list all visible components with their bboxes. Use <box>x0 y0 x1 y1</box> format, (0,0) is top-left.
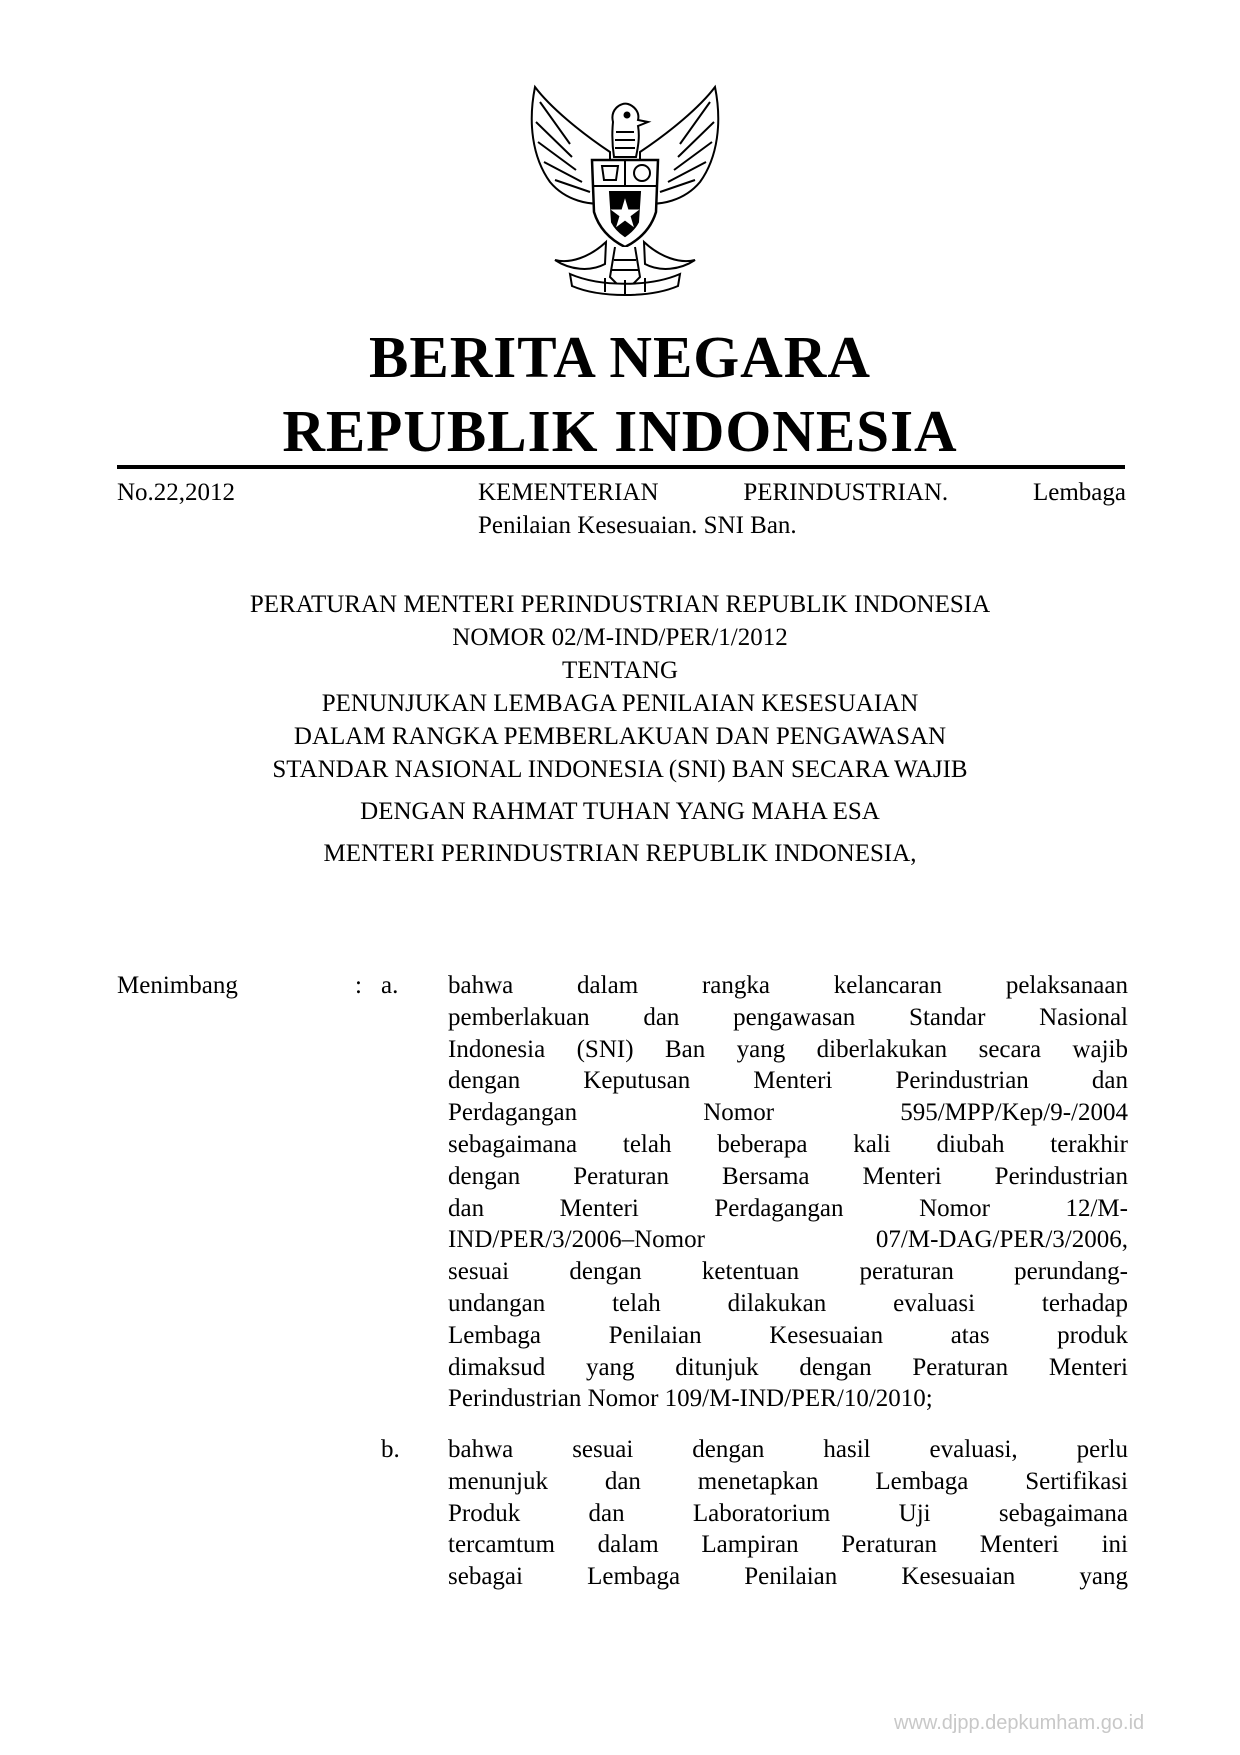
item-line: dan Menteri Perdagangan Nomor 12/M- <box>448 1194 1128 1222</box>
item-line: bahwa sesuai dengan hasil evaluasi, perlu <box>448 1436 1128 1463</box>
issuer: MENTERI PERINDUSTRIAN REPUBLIK INDONESIA, <box>323 840 917 867</box>
issue-number: No.22,2012 <box>117 479 236 506</box>
item-line: Perdagangan Nomor 595/MPP/Kep/9-/2004 <box>448 1099 1128 1127</box>
item-line: Perindustrian Nomor 109/M-IND/PER/10/2010; <box>448 1385 933 1413</box>
spacer <box>0 828 1240 837</box>
masthead-subtitle: REPUBLIK INDONESIA <box>282 398 958 464</box>
item-line: Produk dan Laboratorium Uji sebagaimana <box>448 1499 1128 1527</box>
regulation-subject-line: DALAM RANGKA PEMBERLAKUAN DAN PENGAWASAN <box>293 723 947 750</box>
item-letter: a. <box>381 972 399 999</box>
masthead-title: BERITA NEGARA <box>368 324 872 390</box>
item-line: IND/PER/3/2006–Nomor 07/M-DAG/PER/3/2006, <box>448 1226 1128 1254</box>
item-line: sesuai dengan ketentuan peraturan perundang- <box>448 1258 1128 1286</box>
summary-word: Lembaga <box>1032 479 1126 506</box>
garuda-pancasila-emblem-icon <box>510 82 740 302</box>
header-divider <box>117 465 1125 469</box>
considering-label: Menimbang <box>117 972 238 999</box>
summary-word: PERINDUSTRIAN. <box>743 479 949 506</box>
item-line: bahwa dalam rangka kelancaran pelaksanaan <box>448 972 1128 999</box>
item-line: Lembaga Penilaian Kesesuaian atas produk <box>448 1321 1128 1349</box>
item-line: Indonesia (SNI) Ban yang diberlakukan secara wajib <box>448 1035 1128 1063</box>
item-line: pemberlakuan dan pengawasan Standar Nasional <box>448 1003 1128 1031</box>
spacer <box>0 786 1240 795</box>
item-line: undangan telah dilakukan evaluasi terhadap <box>448 1289 1128 1317</box>
watermark: www.djpp.depkumham.go.id <box>894 1712 1145 1734</box>
item-letter: b. <box>381 1436 400 1463</box>
item-line: dimaksud yang ditunjuk dengan Peraturan Menteri <box>448 1353 1128 1381</box>
issue-summary <box>478 476 1126 542</box>
considering-item-a <box>448 970 1128 1415</box>
regulation-heading: PERATURAN MENTERI PERINDUSTRIAN REPUBLIK INDONESIA <box>249 591 991 618</box>
regulation-about: TENTANG <box>561 657 679 684</box>
masthead <box>0 320 1240 468</box>
item-line: sebagaimana telah beberapa kali diubah terakhir <box>448 1130 1128 1158</box>
invocation: DENGAN RAHMAT TUHAN YANG MAHA ESA <box>360 798 880 825</box>
regulation-title <box>0 588 1240 870</box>
summary-line-2: Penilaian Kesesuaian. SNI Ban. <box>478 512 797 539</box>
regulation-subject-line: STANDAR NASIONAL INDONESIA (SNI) BAN SECARA WAJIB <box>272 756 968 783</box>
considering-item-b <box>448 1434 1128 1593</box>
item-line: sebagai Lembaga Penilaian Kesesuaian yang <box>448 1563 1128 1591</box>
summary-line-1 <box>478 476 1126 509</box>
regulation-subject-line: PENUNJUKAN LEMBAGA PENILAIAN KESESUAIAN <box>321 690 919 717</box>
item-line: dengan Peraturan Bersama Menteri Perindustrian <box>448 1162 1128 1190</box>
regulation-number: NOMOR 02/M-IND/PER/1/2012 <box>452 624 788 651</box>
item-line: menunjuk dan menetapkan Lembaga Sertifikasi <box>448 1467 1128 1495</box>
considering-colon: : <box>355 972 362 999</box>
item-line: dengan Keputusan Menteri Perindustrian dan <box>448 1067 1128 1095</box>
item-line: tercamtum dalam Lampiran Peraturan Menteri ini <box>448 1531 1128 1559</box>
summary-word: KEMENTERIAN <box>478 479 659 506</box>
